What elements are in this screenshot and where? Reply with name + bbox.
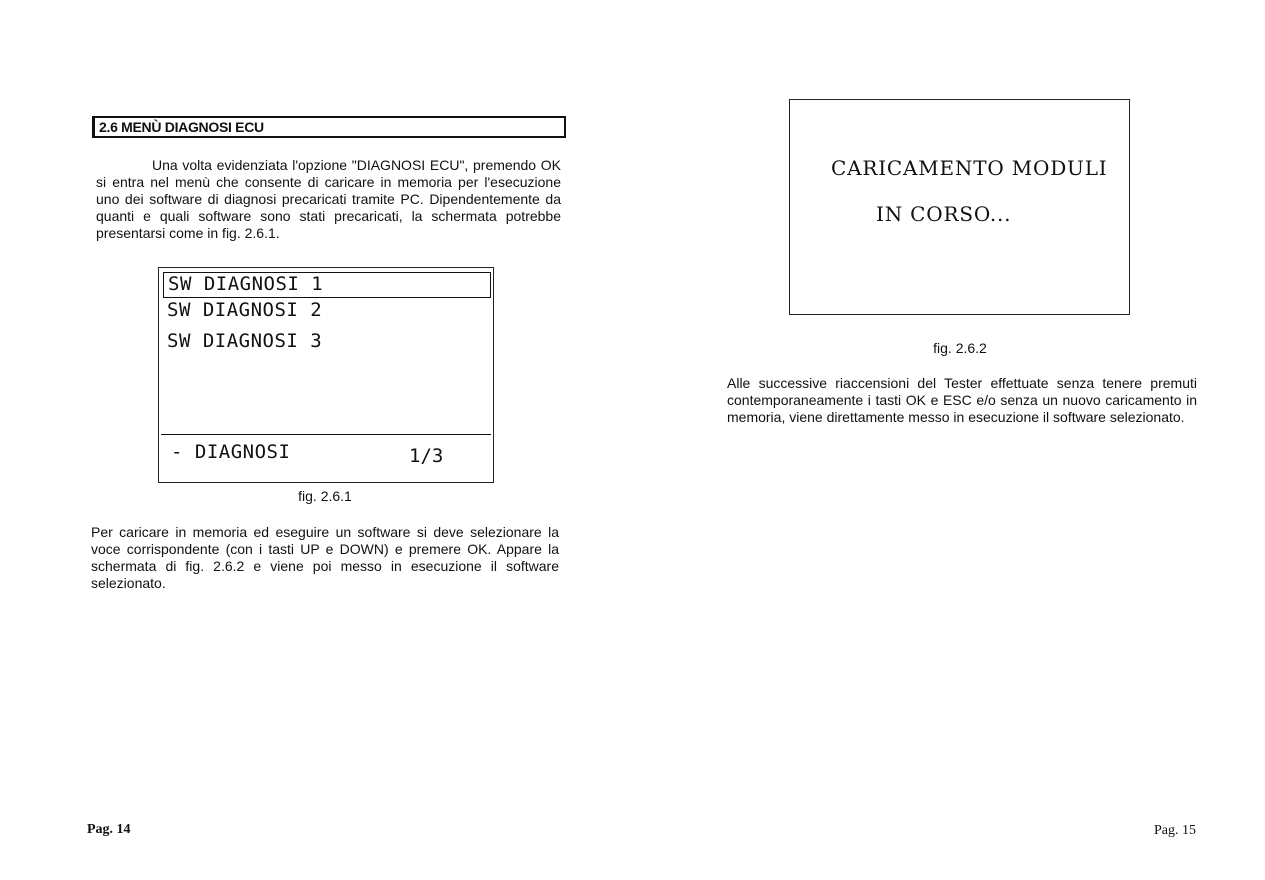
figure-2-6-1-screen <box>158 267 494 483</box>
body-paragraph: Per caricare in memoria ed eseguire un software si deve selezionare la voce corrispondente (con i tasti UP e DOWN) e premere OK. Appare la schermata di fig. 2.6.2 e viene poi messo in esecuzione il software selezionato. <box>91 524 559 591</box>
page-number-left: Pag. 14 <box>87 822 131 837</box>
figure-2-6-2-screen <box>789 99 1130 315</box>
page-number-right: Pag. 15 <box>1154 823 1196 838</box>
right-paragraph: Alle successive riaccensioni del Tester effettuate senza tenere premuti contemporaneamente i tasti OK e ESC e/o senza un nuovo caricamento in memoria, viene direttamente messo in esecuzione il software selezionato. <box>727 375 1197 425</box>
screen-divider <box>161 434 491 435</box>
menu-item-selected[interactable]: SW DIAGNOSI 1 <box>163 272 491 298</box>
intro-paragraph <box>96 157 561 242</box>
intro-paragraph-text: Una volta evidenziata l'opzione "DIAGNOSI ECU", premendo OK si entra nel menù che consente di caricare in memoria per l'esecuzione uno dei software di diagnosi precaricati tramite PC. Dipendentemente da quanti e quali software sono stati precaricati, la schermata potrebbe presentarsi come in fig. 2.6.1. <box>96 157 561 241</box>
menu-item[interactable]: SW DIAGNOSI 2 <box>167 299 323 321</box>
figure-2-6-1-caption: fig. 2.6.1 <box>298 488 352 504</box>
loading-message-line1: CARICAMENTO MODULI <box>831 156 1108 180</box>
screen-page-indicator: 1/3 <box>409 445 444 467</box>
screen-footer-label: - DIAGNOSI <box>171 441 291 463</box>
menu-item[interactable]: SW DIAGNOSI 3 <box>167 330 323 352</box>
figure-2-6-2-caption: fig. 2.6.2 <box>933 340 987 356</box>
section-heading: 2.6 MENÙ DIAGNOSI ECU <box>92 116 566 138</box>
loading-message-line2: IN CORSO... <box>876 202 1012 226</box>
